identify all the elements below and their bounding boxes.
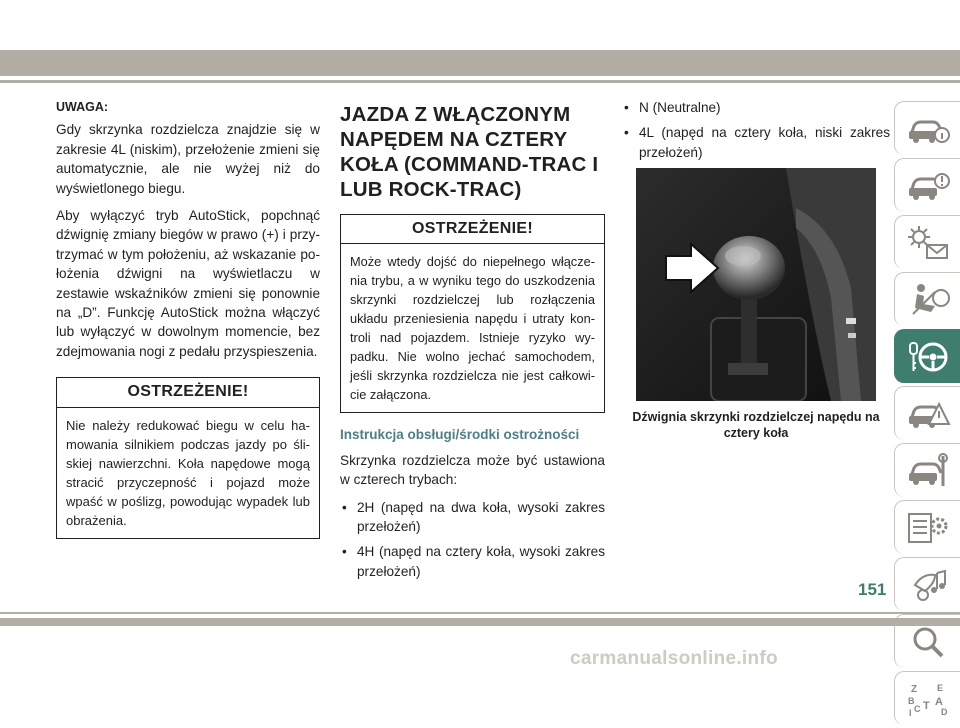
tab-car-warning[interactable] bbox=[894, 158, 960, 212]
subheading: Instrukcja obsługi/środki ostrożności bbox=[340, 427, 580, 443]
list-item: • 2H (napęd na dwa koła, wysoki zakres przełożeń) bbox=[340, 498, 605, 537]
transfer-case-lever-photo bbox=[636, 168, 876, 401]
index-letter: E bbox=[936, 682, 943, 693]
roadside-triangle-icon bbox=[905, 394, 951, 434]
warning-box bbox=[56, 377, 320, 538]
key-steering-icon bbox=[905, 337, 951, 377]
header-rule bbox=[0, 80, 960, 83]
search-icon bbox=[905, 622, 951, 662]
index-letter: I bbox=[908, 707, 912, 718]
specifications-gear-icon bbox=[905, 508, 951, 548]
warning-title: OSTRZEŻENIE! bbox=[57, 378, 319, 407]
tab-roadside[interactable] bbox=[894, 386, 960, 440]
index-letters-icon bbox=[905, 679, 951, 719]
multimedia-icon bbox=[905, 565, 951, 605]
car-info-icon bbox=[905, 109, 951, 149]
figure-caption: Dźwignia skrzynki rozdzielczej napędu na cztery koła bbox=[632, 410, 880, 441]
note-title: UWAGA: bbox=[56, 100, 109, 114]
index-letter: D bbox=[940, 706, 947, 717]
chapter-tabs bbox=[894, 101, 960, 728]
warning-text: Może wtedy dojść do niepełnego włączenia trybu, a w wyniku tego do uszkodzenia skrzynki rozdzielczej lub rozłączenia układu przeniesienia napędu i utraty kontroli nad pojazdem. Istnieje ryzyko wypadku. Nie wolno jechać samochodem, jeśli skrzynka rozdzielcza nie jest całkowicie załączona. bbox=[350, 254, 595, 403]
list-item: • 4L (napęd na cztery koła, niski zakres przełożeń) bbox=[622, 123, 890, 162]
list-item: • N (Neutralne) bbox=[622, 98, 890, 117]
tab-index[interactable] bbox=[894, 671, 960, 725]
column-left bbox=[56, 98, 320, 539]
index-letter: Z bbox=[910, 683, 917, 695]
tab-multimedia[interactable] bbox=[894, 557, 960, 611]
index-letter: B bbox=[907, 695, 914, 706]
tab-specifications[interactable] bbox=[894, 500, 960, 554]
list-item: • 4H (napęd na cztery koła, wysoki zakres przełożeń) bbox=[340, 542, 605, 581]
header-bar bbox=[0, 50, 960, 76]
index-letter: C bbox=[913, 703, 920, 714]
warning-box bbox=[340, 214, 605, 413]
tab-lights-message[interactable] bbox=[894, 215, 960, 269]
index-letter: T bbox=[922, 699, 930, 712]
lights-message-icon bbox=[905, 223, 951, 263]
car-warning-icon bbox=[905, 166, 951, 206]
warning-title: OSTRZEŻENIE! bbox=[341, 215, 604, 244]
tab-seat-airbag[interactable] bbox=[894, 272, 960, 326]
column-middle bbox=[340, 98, 605, 587]
section-title: JAZDA Z WŁĄCZONYM NAPĘDEM NA CZTERY KOŁA (COMMAND-TRAC I LUB ROCK-TRAC) bbox=[340, 103, 599, 201]
modes-intro: Skrzynka rozdzielcza może być ustawiona w czterech trybach: bbox=[340, 452, 605, 488]
index-letter: A bbox=[934, 695, 943, 708]
page-number: 151 bbox=[858, 580, 887, 599]
car-service-icon bbox=[905, 451, 951, 491]
tab-key-steering[interactable] bbox=[894, 329, 960, 383]
footer-rule bbox=[0, 612, 960, 614]
tab-car-info[interactable] bbox=[894, 101, 960, 155]
tab-car-service[interactable] bbox=[894, 443, 960, 497]
warning-text: Nie należy redukować biegu w celu hamowania silnikiem podczas jazdy po śliskiej nawierzchni. Koła napędowe mogą stracić przyczepność i pojazd może wpaść w poślizg, powodując wypadek lub obrażenia. bbox=[66, 417, 310, 528]
watermark: carmanualsonline.info bbox=[570, 648, 778, 669]
autostick-paragraph: Aby wyłączyć tryb AutoStick, popchnąć dźwignię zmiany biegów w prawo (+) i przytrzymać w tym położeniu, aż wskazanie położenia dźwigni na wyświetlaczu w zestawie wskaźników zmieni się ponownie na „D”. Funkcję AutoStick można włączyć lub wyłączyć w dowolnym momencie, bez zdejmowania nogi z pedału przyspieszenia. bbox=[56, 208, 320, 359]
seat-airbag-icon bbox=[905, 280, 951, 320]
footer-bar bbox=[0, 618, 960, 626]
note-text: Gdy skrzynka rozdzielcza znajdzie się w zakresie 4L (niskim), przełożenie zmieni się automatycznie, ale nie wyżej niż do wyświetlonego biegu. bbox=[56, 122, 320, 196]
column-right bbox=[622, 98, 890, 441]
